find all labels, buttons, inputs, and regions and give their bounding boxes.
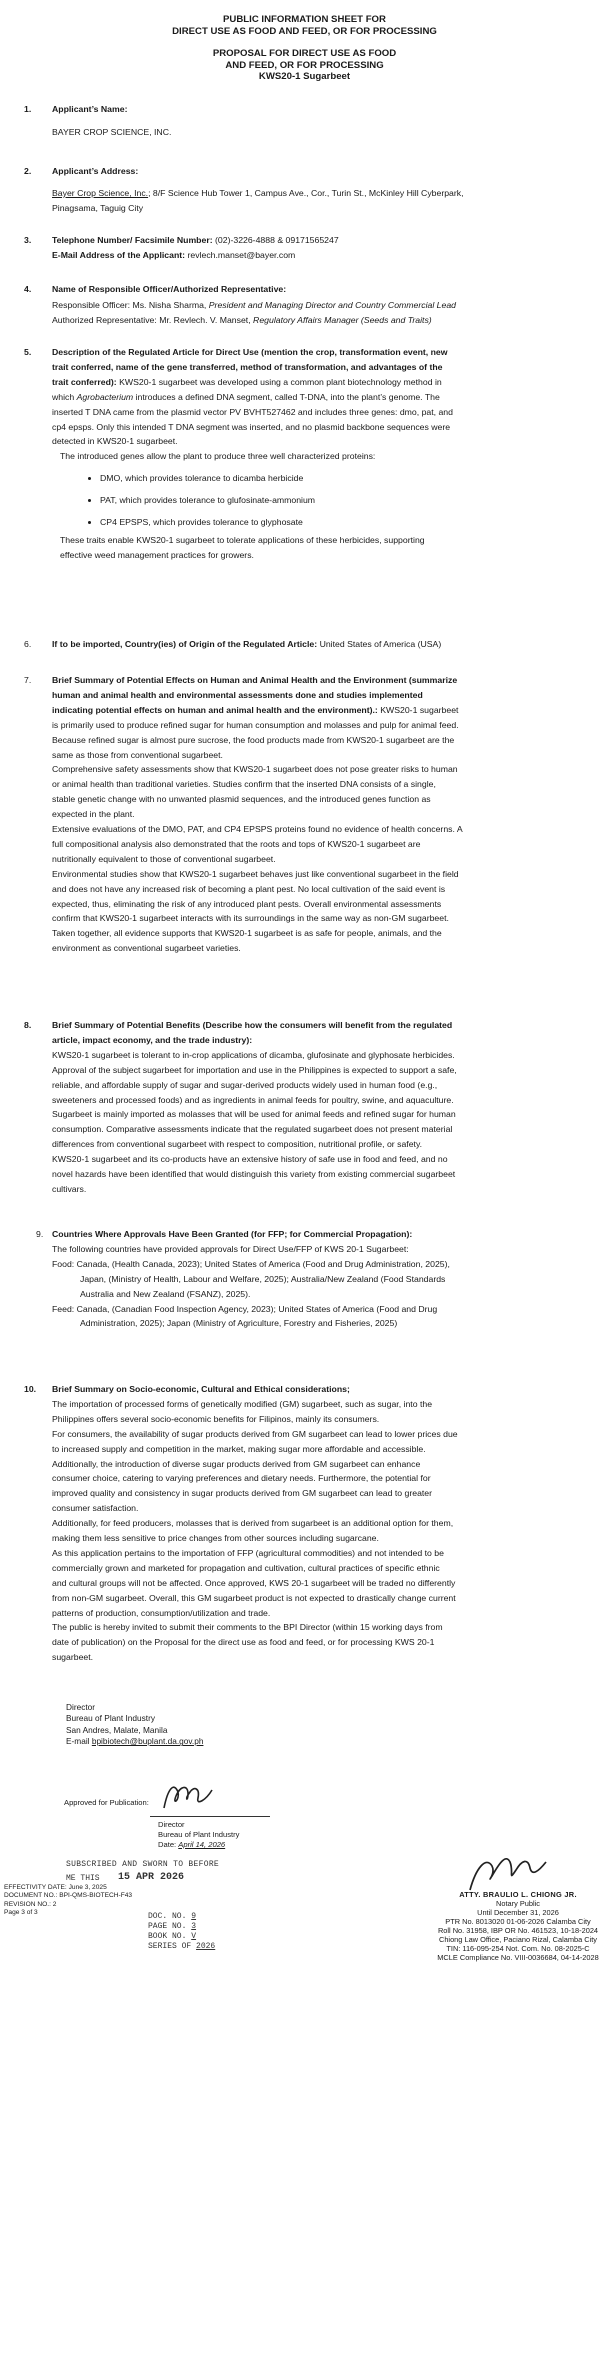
- text-line: differences from conventional sugarbeet with respect to composition, nutritional profile, or safety.: [52, 1139, 423, 1150]
- text-line: Sugarbeet is mainly imported as molasses that will be used for animal feeds and refined sugar for human: [52, 1109, 456, 1120]
- section-1: [14, 102, 600, 142]
- text-line: KWS20-1 sugarbeet and its co-products have an extensive history of safe use in food and feed, and no: [52, 1154, 448, 1165]
- text-line: The following countries have provided approvals for Direct Use/FFP of KWS 20-1 Sugarbeet:: [52, 1243, 409, 1254]
- subscribed-stamp: SUBSCRIBED AND SWORN TO BEFORE: [66, 1860, 220, 1869]
- book-number: V: [191, 1932, 197, 1941]
- feed-approvals: Feed: Canada, (Canadian Food Inspection Agency, 2023); United States of America (Food and Drug: [52, 1303, 438, 1314]
- roll-number: Roll No. 31958, IBP OR No. 461523, 10-18-2024: [437, 1926, 599, 1935]
- section-2: [14, 164, 600, 220]
- series-year: 2026: [196, 1942, 216, 1951]
- text-line: KWS20-1 sugarbeet is tolerant to in-crop applications of dicamba, glufosinate and glyphosate herbicides.: [52, 1049, 455, 1060]
- section-7: [14, 673, 600, 1003]
- section-number: 9.: [36, 1229, 44, 1239]
- text-line: stable genetic change with no unwanted plasmid sequences, and the introduced genes function as: [52, 794, 431, 805]
- section-number: 1.: [24, 104, 32, 114]
- footer-block: [4, 1884, 132, 1918]
- approval-date: April 14, 2026: [178, 1840, 226, 1849]
- header-line-1: PUBLIC INFORMATION SHEET FOR: [223, 14, 386, 25]
- paragraph-lines: [52, 1397, 600, 1665]
- email-value[interactable]: revlech.manset@bayer.com: [187, 249, 296, 260]
- company-link[interactable]: Bayer Crop Science, Inc.: [52, 188, 149, 198]
- date-stamp: 15 APR 2026: [118, 1872, 185, 1883]
- text-line: The public is hereby invited to submit their comments to the BPI Director (within 15 working days from: [52, 1622, 443, 1633]
- paragraph-lines: [52, 1048, 600, 1197]
- footer-page: Page 3 of 3: [4, 1909, 38, 1917]
- book-label: BOOK NO.: [148, 1932, 187, 1941]
- list-item: • PAT, which provides tolerance to glufosinate-ammonium: [100, 489, 600, 511]
- text-line: These traits enable KWS20-1 sugarbeet to tolerate applications of these herbicides, supporting: [60, 535, 425, 546]
- section-body: [52, 703, 600, 956]
- section-title: [52, 1018, 600, 1048]
- text-line: cultivars.: [52, 1183, 87, 1194]
- email-label: E-Mail Address of the Applicant:: [52, 249, 186, 260]
- approver-title: Director: [158, 1820, 185, 1829]
- notary-name: ATTY. BRAULIO L. CHIONG JR.: [459, 1890, 577, 1899]
- section-5: [14, 345, 600, 620]
- section-number: 7.: [24, 675, 32, 685]
- applicant-address: [52, 186, 600, 216]
- text-line: For consumers, the availability of sugar products derived from GM sugarbeet can lead to lower prices due: [52, 1428, 458, 1439]
- text-line: same as those from conventional sugarbeet.: [52, 749, 223, 760]
- text-line: to increased supply and competition in the market, making sugar more affordable and accessible.: [52, 1443, 426, 1454]
- section-6: [14, 637, 600, 655]
- text-line: making them less sensitive to price changes from other sources including sugarcane.: [52, 1533, 379, 1544]
- applicant-name: BAYER CROP SCIENCE, INC.: [52, 127, 172, 137]
- section-10: [14, 1382, 600, 1682]
- representative-label: Authorized Representative: Mr. Revlech. V. Manset,: [52, 314, 251, 325]
- text-line: novel hazards have been identified that would distinguish this variety from existing commercial sugarbeet: [52, 1169, 456, 1180]
- title-line: article, impact economy, and the trade industry):: [52, 1034, 253, 1045]
- title-line: Brief Summary of Potential Effects on Human and Animal Health and the Environment (summarize: [52, 675, 458, 685]
- section-title: [52, 673, 600, 703]
- law-office: Chiong Law Office, Paciano Rizal, Calamba City: [438, 1935, 597, 1944]
- text-line: As this application pertains to the importation of FFP (agricultural commodities) and not intended to be: [52, 1547, 444, 1558]
- text-line: environment as conventional sugarbeet varieties.: [52, 943, 241, 954]
- telephone-value: (02)-3226-4888 & 09171565247: [215, 235, 339, 245]
- text-line: Environmental studies show that KWS20-1 sugarbeet behaves just like conventional sugarbeet in the field: [52, 868, 459, 879]
- section-9: [14, 1227, 600, 1357]
- signature-line: [150, 1816, 270, 1817]
- text-line: Additionally, for feed producers, molasses that is derived from sugarbeet is an additional option for them,: [52, 1518, 454, 1529]
- protein-list: [52, 467, 600, 533]
- text-line: consumer choice, catering to varying preferences and dietary needs. Furthermore, the potential for: [52, 1473, 431, 1484]
- section-number: 8.: [24, 1020, 32, 1030]
- text-line: KWS20-1 sugarbeet was developed using a common plant biotechnology method in: [119, 376, 442, 387]
- notary-block: [430, 1890, 606, 1962]
- address-line: Bureau of Plant Industry: [66, 1713, 156, 1724]
- text-line: and cultural groups will not be affected. Once approved, KWS 20-1 sugarbeet will be traded no differently: [52, 1577, 456, 1588]
- bpi-email-link[interactable]: bpibiotech@buplant.da.gov.ph: [91, 1736, 204, 1747]
- text-line: The importation of processed forms of genetically modified (GM) sugarbeet, such as sugar, into the: [52, 1398, 433, 1409]
- section-body: [52, 1048, 600, 1197]
- text-line: Philippines offers several socio-economic benefits for Filipinos, mainly its consumers.: [52, 1413, 380, 1424]
- header-line-5: KWS20-1 Sugarbeet: [258, 71, 351, 83]
- text-line: or animal health than traditional varieties. Studies confirm that the inserted DNA consists of a single,: [52, 779, 436, 790]
- food-approvals: Food: Canada, (Health Canada, 2023); United States of America (Food and Drug Administration, 2025),: [52, 1258, 450, 1269]
- address-line: E-mail: [66, 1736, 90, 1747]
- text-line: full compositional analysis also demonstrated that the roots and tops of KWS20-1 sugarbeet are: [52, 838, 421, 849]
- notary-public: Notary Public: [496, 1899, 540, 1908]
- section-number: 4.: [24, 284, 32, 294]
- section-number: 3.: [24, 235, 32, 245]
- text-fragment: KWS20-1 sugarbeet: [380, 704, 459, 715]
- date-label: Date:: [158, 1840, 177, 1849]
- section-title: Countries Where Approvals Have Been Granted (for FFP; for Commercial Propagation):: [52, 1229, 413, 1239]
- page-number: 3: [191, 1922, 197, 1931]
- text-line: confirm that KWS20-1 sugarbeet interacts with its surroundings in the same way as non-GM sugarbeet.: [52, 913, 449, 924]
- footer-effectivity: EFFECTIVITY DATE: June 3, 2025: [4, 1884, 107, 1891]
- text-line: is primarily used to produce refined sugar for human consumption and molasses and pulp for animal feed.: [52, 719, 459, 730]
- origin-value: United States of America (USA): [319, 639, 442, 649]
- section-title: [52, 345, 600, 375]
- section-title: Name of Responsible Officer/Authorized Representative:: [52, 284, 287, 294]
- text-line: from non-GM sugarbeet. Overall, this GM sugarbeet product is not expected to drastically change current: [52, 1592, 456, 1603]
- food-approvals: Japan, (Ministry of Health, Labour and Welfare, 2025); Australia/New Zealand (Food Standards: [80, 1273, 446, 1284]
- address-line: Director: [66, 1702, 96, 1712]
- address-block: [14, 1702, 600, 1762]
- text-line: inserted T DNA came from the plasmid vector PV BVHT527462 and includes three genes: dmo, pat, and: [52, 406, 453, 417]
- text-fragment: which: [52, 391, 75, 402]
- list-item: • DMO, which provides tolerance to dicamba herbicide: [100, 467, 600, 489]
- text-line: and does not have any increased risk of becoming a plant pest. No local cultivation of the said event is: [52, 883, 446, 894]
- text-line: Taken together, all evidence supports that KWS20-1 sugarbeet is as safe for people, animals, and the: [52, 928, 442, 939]
- header-line-2: DIRECT USE AS FOOD AND FEED, OR FOR PROCESSING: [172, 25, 437, 37]
- paragraph-lines: [52, 718, 600, 957]
- title-line: human and animal health and environmental assessments done and studies implemented: [52, 689, 423, 700]
- footer-document-no: DOCUMENT NO.: BPI-QMS-BIOTECH-F43: [4, 1892, 133, 1900]
- feed-approvals: Administration, 2025); Japan (Ministry of Agriculture, Forestry and Fisheries, 2025): [80, 1318, 398, 1329]
- text-line: consumer satisfaction.: [52, 1503, 139, 1514]
- tin-number: TIN: 116-095-254 Not. Com. No. 08-2025-C: [446, 1944, 590, 1953]
- section-title: Applicant’s Name:: [52, 104, 128, 114]
- text-line: cp4 epsps. Only this intended T DNA segment was inserted, and no plasmid backbone sequences were: [52, 421, 451, 432]
- text-line: The introduced genes allow the plant to produce three well characterized proteins:: [60, 451, 376, 462]
- text-line: Approval of the subject sugarbeet for importation and use in the Philippines is expected to support a safe,: [52, 1064, 457, 1075]
- approval-label: Approved for Publication:: [64, 1798, 149, 1807]
- text-line: improved quality and consistency in sugar products derived from GM sugarbeet can lead to greater: [52, 1488, 433, 1499]
- section-8: [14, 1018, 600, 1218]
- text-line: expected in the plant.: [52, 809, 135, 820]
- ptr-number: PTR No. 8013020 01-06-2026 Calamba City: [445, 1917, 591, 1926]
- page-label: PAGE NO.: [148, 1922, 187, 1931]
- address-line: San Andres, Malate, Manila: [66, 1724, 168, 1735]
- text-line: sugarbeet.: [52, 1652, 94, 1663]
- approver-office: Bureau of Plant Industry: [158, 1830, 240, 1839]
- officer-role: President and Managing Director and Country Commercial Lead: [208, 300, 457, 310]
- section-3: [14, 233, 600, 267]
- text-line: Additionally, the introduction of diverse sugar products derived from GM sugarbeet can enhance: [52, 1458, 421, 1469]
- representative-role: Regulatory Affairs Manager (Seeds and Traits): [253, 314, 432, 325]
- text-fragment: introduces a defined DNA segment, called T-DNA, into the plant’s genome. The: [135, 391, 440, 402]
- title-line: trait conferred):: [52, 376, 117, 387]
- title-line: Description of the Regulated Article for Direct Use (mention the crop, transformation event, new: [52, 347, 448, 357]
- series-label: SERIES OF: [148, 1942, 192, 1951]
- section-number: 5.: [24, 347, 32, 357]
- mcle-number: MCLE Compliance No. VIII-0036684, 04-14-2028: [437, 1953, 599, 1962]
- section-title: Brief Summary on Socio-economic, Cultural and Ethical considerations;: [52, 1384, 350, 1394]
- text-line: Comprehensive safety assessments show that KWS20-1 sugarbeet does not pose greater risks to human: [52, 764, 458, 775]
- title-line: trait conferred, name of the gene transferred, method of transformation, and advantages of the: [52, 361, 443, 372]
- text-line: patterns of production, consumption/utilization and trade.: [52, 1607, 271, 1618]
- text-line: Extensive evaluations of the DMO, PAT, and CP4 EPSPS proteins found no evidence of health concerns. A: [52, 824, 463, 835]
- food-approvals: Australia and New Zealand (FSANZ), 2025).: [80, 1288, 251, 1299]
- list-item: • CP4 EPSPS, which provides tolerance to glyphosate: [100, 511, 600, 533]
- footer-revision: REVISION NO.: 2: [4, 1900, 57, 1908]
- section-title: If to be imported, Country(ies) of Origin of the Regulated Article:: [52, 639, 318, 649]
- header-line-3: PROPOSAL FOR DIRECT USE AS FOOD: [212, 48, 397, 59]
- doc-label: DOC. NO.: [148, 1912, 187, 1921]
- doc-number: 9: [191, 1912, 197, 1921]
- header-line-4: AND FEED, OR FOR PROCESSING: [225, 59, 384, 71]
- address-line-2: Pinagsama, Taguig City: [52, 202, 144, 213]
- text-line: expected, thus, eliminating the risk of any introduced plant pests. Overall environmental assessments: [52, 898, 442, 909]
- text-line: commercially grown and marketed for propagation and cultivation, cultural practices of specific ethnic: [52, 1562, 440, 1573]
- text-line: sweeteners and processed foods) and as ingredients in animal feeds for poultry, swine, and aquaculture.: [52, 1094, 454, 1105]
- section-number: 10.: [24, 1384, 37, 1394]
- text-line: nutritionally equivalent to those of conventional sugarbeet.: [52, 853, 276, 864]
- section-title: Applicant’s Address:: [52, 166, 139, 176]
- title-line: Brief Summary of Potential Benefits (Describe how the consumers will benefit from the regulated: [52, 1020, 453, 1030]
- text-line: consumption. Comparative assessments indicate that the regulated sugarbeet does not present material: [52, 1124, 453, 1135]
- me-this-stamp: ME THIS: [66, 1874, 100, 1883]
- director-signature: [158, 1778, 218, 1814]
- text-line: reliable, and affordable supply of sugar and sugar-derived products widely used in human food (e.g.,: [52, 1079, 438, 1090]
- section-number: 2.: [24, 166, 32, 176]
- text-line: date of publication) on the Proposal for the direct use as food and feed, or for processing KWS 20-1: [52, 1637, 435, 1648]
- text-line: effective weed management practices for growers.: [60, 550, 254, 561]
- text-line: detected in KWS20-1 sugarbeet.: [52, 436, 178, 447]
- section-title: Telephone Number/ Facsimile Number:: [52, 235, 213, 245]
- agrobacterium-term: Agrobacterium: [76, 391, 134, 402]
- section-body: [52, 1397, 600, 1665]
- notarial-register: [148, 1912, 215, 1952]
- address-line-1: ; 8/F Science Hub Tower 1, Campus Ave., Cor., Turin St., McKinley Hill Cyberpark,: [148, 188, 464, 198]
- text-line: Because refined sugar is almost pure sucrose, the food products made from KWS20-1 sugarbeet are the: [52, 734, 455, 745]
- title-line: indicating potential effects on human and animal health and the environment).:: [52, 704, 378, 715]
- commission-until: Until December 31, 2026: [477, 1908, 559, 1917]
- section-4: [14, 282, 600, 332]
- officer-label: Responsible Officer: Ms. Nisha Sharma,: [52, 300, 207, 310]
- section-number: 6.: [24, 639, 32, 649]
